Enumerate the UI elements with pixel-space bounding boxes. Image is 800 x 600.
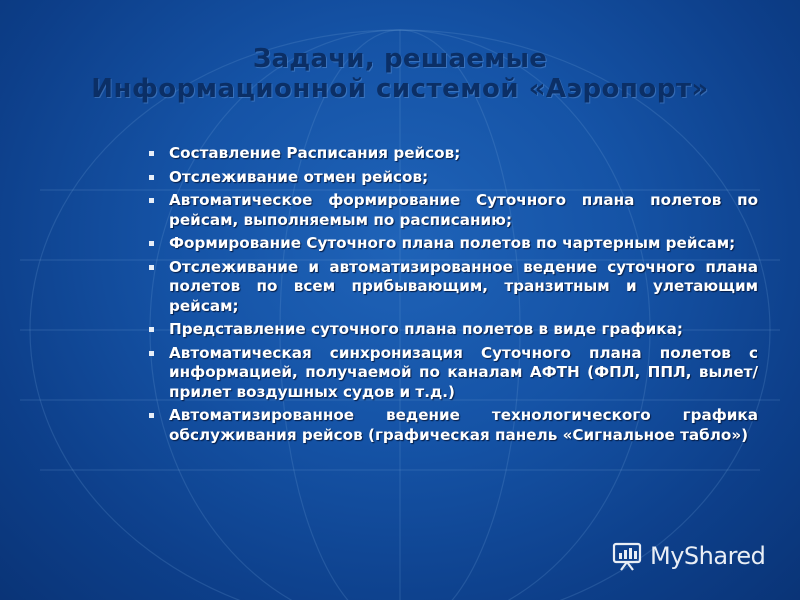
- list-item-text: Отслеживание отмен рейсов;: [169, 167, 429, 186]
- square-bullet-icon: [149, 413, 154, 418]
- list-item: [148, 320, 758, 340]
- list-item-text: Формирование Суточного плана полетов по чартерным рейсам;: [169, 234, 736, 252]
- square-bullet-icon: [149, 327, 154, 332]
- list-item-text: Автоматизированное ведение технологического графика обслуживания рейсов (графическая панель «Сигнальное табло»): [169, 406, 758, 444]
- myshared-watermark[interactable]: [610, 536, 765, 576]
- square-bullet-icon: [149, 265, 154, 270]
- list-item-text: Представление суточного плана полетов в виде графика;: [169, 320, 683, 338]
- list-item-text: Отслеживание и автоматизированное ведение суточного плана полетов по всем прибывающим, транзитным и улетающим рейсам;: [169, 257, 758, 315]
- list-item-text: Автоматическое формирование Суточного плана полетов по рейсам, выполняемым по расписанию;: [169, 191, 758, 229]
- square-bullet-icon: [149, 241, 154, 246]
- title-line-1: Задачи, решаемые: [252, 44, 548, 74]
- list-item: [148, 344, 758, 403]
- title-line-2: Информационной системой «Аэропорт»: [91, 74, 709, 104]
- list-item: [148, 144, 758, 164]
- square-bullet-icon: [149, 198, 154, 203]
- square-bullet-icon: [149, 351, 154, 356]
- list-item: [148, 258, 758, 317]
- list-item: [148, 234, 758, 254]
- slide-title: [0, 44, 800, 104]
- list-item-text: Автоматическая синхронизация Суточного плана полетов с информацией, получаемой по каналам АФТН (ФПЛ, ППЛ, вылет/прилет воздушных судов и т.д.): [169, 343, 758, 401]
- list-item: [148, 191, 758, 230]
- list-item-text: Составление Расписания рейсов;: [169, 144, 461, 162]
- list-item: [148, 406, 758, 445]
- presentation-board-icon: [610, 539, 644, 573]
- list-item: [148, 168, 758, 188]
- square-bullet-icon: [149, 151, 154, 156]
- task-list: [148, 144, 758, 449]
- square-bullet-icon: [149, 175, 154, 180]
- watermark-text: MyShared: [650, 542, 766, 570]
